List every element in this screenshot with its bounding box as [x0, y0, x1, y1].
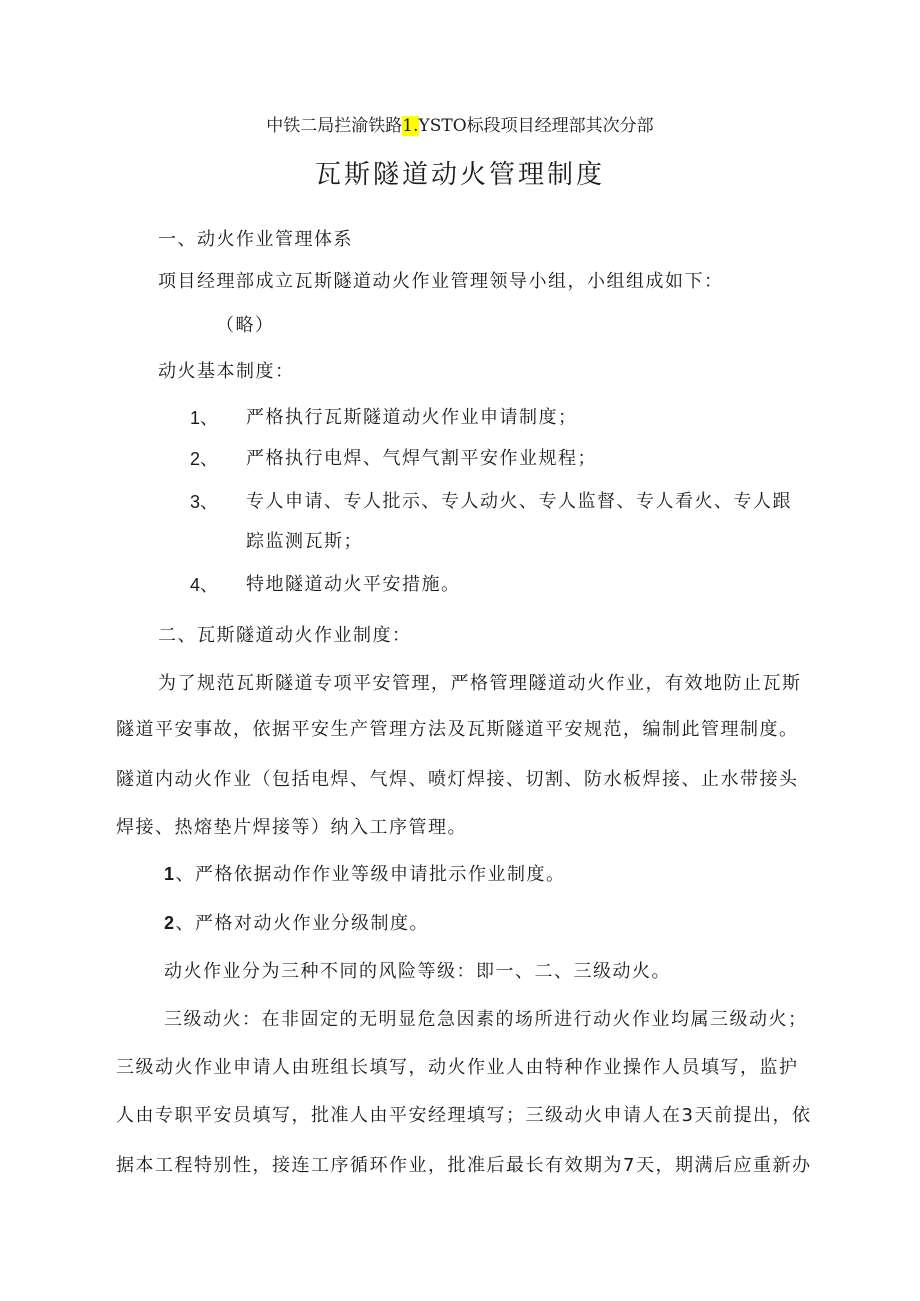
risk-levels-text: 动火作业分为三种不同的风险等级：即一、二、三级动火。: [164, 961, 671, 982]
omitted-note: （略）: [216, 315, 275, 336]
paragraph-line: 隧道平安事故，依据平安生产管理方法及瓦斯隧道平安规范，编制此管理制度。: [116, 719, 799, 740]
level3-line: 三级动火作业申请人由班组长填写，动火作业人由特种作业操作人员填写，监护: [116, 1057, 799, 1078]
list-item-number: 2、: [190, 449, 219, 469]
rule-text: 、严格依据动作作业等级申请批示作业制度。: [175, 864, 566, 885]
rule-item: [164, 911, 429, 936]
header-highlight: 1.: [402, 116, 419, 136]
paragraph-line: 隧道内动火作业（包括电焊、气焊、喷灯焊接、切割、防水板焊接、止水带接头: [116, 769, 799, 790]
level3-line: 人由专职平安员填写，批准人由平安经理填写；三级动火申请人在3天前提出，依: [116, 1105, 812, 1126]
list-item-text: 专人申请、专人批示、专人动火、专人监督、专人看火、专人跟: [246, 491, 792, 512]
basic-rules-heading: 动火基本制度：: [158, 361, 295, 382]
section2-heading: 二、瓦斯隧道动火作业制度：: [158, 625, 412, 646]
rule-number: 1: [164, 864, 176, 884]
header-suffix: YSTO标段项目经理部其次分部: [418, 116, 654, 136]
document-header: [0, 114, 920, 138]
list-item-text: 严格执行电焊、气焊气割平安作业规程；: [246, 448, 597, 469]
list-item-number: 3、: [190, 492, 219, 512]
list-item-number: 1、: [190, 408, 219, 428]
level3-line: 据本工程特别性，接连工序循环作业，批准后最长有效期为7天，期满后应重新办: [116, 1155, 812, 1176]
list-item-text: 特地隧道动火平安措施。: [246, 574, 461, 595]
list-item-text: 严格执行瓦斯隧道动火作业申请制度；: [246, 407, 578, 428]
section1-intro: 项目经理部成立瓦斯隧道动火作业管理领导小组，小组组成如下：: [158, 271, 724, 292]
paragraph-line: 为了规范瓦斯隧道专项平安管理，严格管理隧道动火作业，有效地防止瓦斯: [158, 673, 802, 694]
rule-number: 2: [164, 913, 176, 933]
list-item-number: 4、: [190, 575, 219, 595]
rule-text: 、严格对动火作业分级制度。: [175, 913, 430, 934]
document-title: 瓦斯隧道动火管理制度: [314, 160, 605, 190]
list-item-continuation: 踪监测瓦斯；: [246, 531, 363, 552]
paragraph-line: 焊接、热熔垫片焊接等）纳入工序管理。: [116, 817, 467, 838]
section1-heading: 一、动火作业管理体系: [158, 229, 353, 250]
header-prefix: 中铁二局拦渝铁路: [266, 116, 403, 136]
rule-item: [164, 862, 566, 887]
level3-line: 三级动火：在非固定的无明显危急因素的场所进行动火作业均属三级动火；: [164, 1009, 808, 1030]
